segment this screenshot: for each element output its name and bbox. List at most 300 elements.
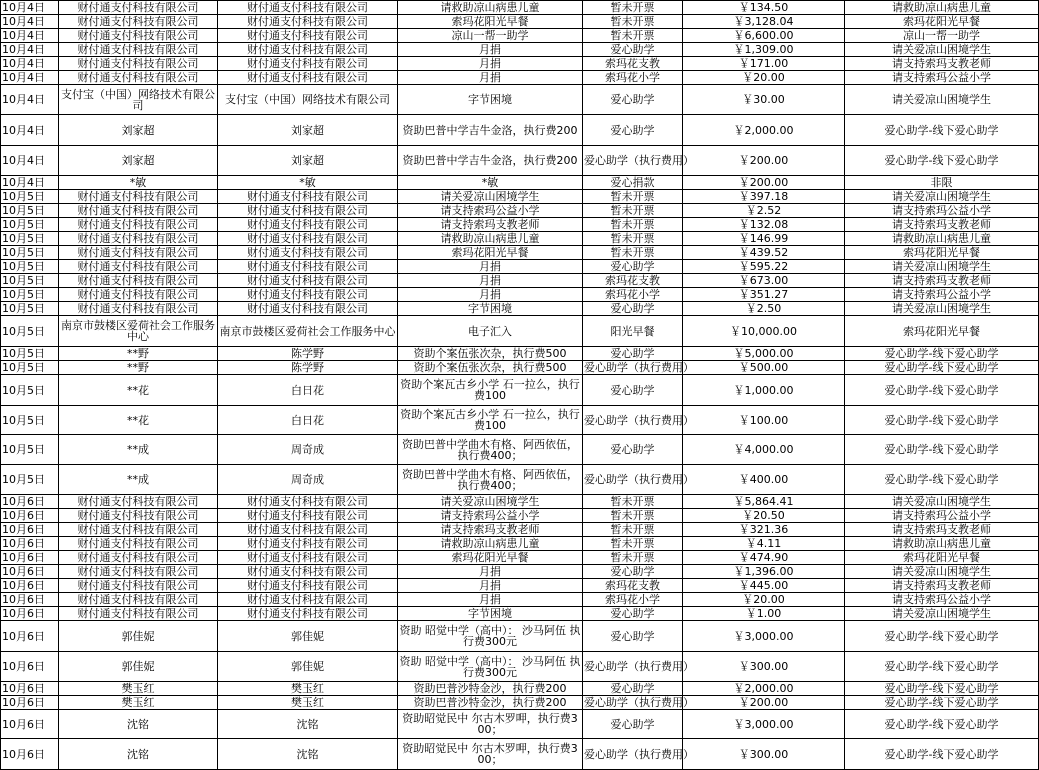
cell-category: 爱心助学（执行费用）: [583, 406, 683, 435]
cell-donor: 刘家超: [59, 115, 218, 146]
cell-project: 索玛花阳光早餐: [845, 246, 1039, 260]
cell-amount: ￥134.50: [683, 1, 845, 15]
cell-payer: 周奇成: [218, 435, 398, 465]
cell-payer: 财付通支付科技有限公司: [218, 565, 398, 579]
cell-amount: ￥20.50: [683, 509, 845, 523]
cell-payer: 财付通支付科技有限公司: [218, 57, 398, 71]
table-row: [1, 260, 1039, 274]
cell-purpose: 月捐: [398, 565, 583, 579]
cell-project: 请支持索玛公益小学: [845, 204, 1039, 218]
cell-purpose: 索玛花阳光早餐: [398, 551, 583, 565]
cell-donor: 支付宝（中国）网络技术有限公司: [59, 85, 218, 115]
cell-category: 爱心助学: [583, 435, 683, 465]
cell-amount: ￥351.27: [683, 288, 845, 302]
cell-date: 10月4日: [1, 146, 59, 176]
cell-category: 爱心助学: [583, 260, 683, 274]
cell-donor: 财付通支付科技有限公司: [59, 1, 218, 15]
cell-project: 请关爱凉山困境学生: [845, 43, 1039, 57]
cell-donor: 财付通支付科技有限公司: [59, 232, 218, 246]
table-row: [1, 288, 1039, 302]
cell-category: 爱心助学（执行费用）: [583, 739, 683, 770]
cell-project: 请支持索玛公益小学: [845, 593, 1039, 607]
cell-amount: ￥2.52: [683, 204, 845, 218]
cell-project: 请关爱凉山困境学生: [845, 565, 1039, 579]
cell-amount: ￥171.00: [683, 57, 845, 71]
cell-date: 10月5日: [1, 288, 59, 302]
table-row: [1, 316, 1039, 347]
table-row: [1, 509, 1039, 523]
cell-payer: 刘家超: [218, 115, 398, 146]
cell-category: 爱心助学（执行费用）: [584, 696, 694, 709]
cell-payer: 财付通支付科技有限公司: [218, 260, 398, 274]
cell-date: 10月6日: [1, 509, 59, 523]
cell-date: 10月6日: [1, 710, 59, 739]
cell-date: 10月4日: [1, 176, 59, 190]
cell-donor: 樊玉红: [59, 682, 218, 696]
cell-date: 10月4日: [1, 71, 59, 85]
cell-donor: **野: [59, 361, 218, 375]
cell-amount: ￥200.00: [683, 696, 845, 710]
table-row: [1, 537, 1039, 551]
cell-date: 10月6日: [1, 579, 59, 593]
cell-category: 爱心助学: [583, 682, 683, 696]
cell-project: 索玛花阳光早餐: [845, 316, 1039, 347]
cell-payer: 沈铭: [218, 739, 398, 770]
table-row: [1, 274, 1039, 288]
table-row: [1, 71, 1039, 85]
cell-date: 10月4日: [1, 1, 59, 15]
cell-category: 爱心助学: [583, 115, 683, 146]
table-row: [1, 146, 1039, 176]
cell-payer: 财付通支付科技有限公司: [218, 302, 398, 316]
cell-amount: ￥300.00: [683, 652, 845, 682]
cell-donor: 郭佳妮: [59, 621, 218, 652]
cell-project: 请支持索玛公益小学: [845, 509, 1039, 523]
cell-date: 10月6日: [1, 621, 59, 652]
cell-purpose: 月捐: [398, 274, 583, 288]
table-row: [1, 621, 1039, 652]
cell-date: 10月5日: [1, 232, 59, 246]
cell-date: 10月5日: [1, 204, 59, 218]
cell-project: 请支持索玛公益小学: [845, 71, 1039, 85]
cell-donor: 财付通支付科技有限公司: [59, 593, 218, 607]
cell-purpose: 索玛花阳光早餐: [398, 246, 583, 260]
cell-purpose: 字节困境: [398, 607, 583, 621]
cell-project: 请支持索玛支教老师: [845, 274, 1039, 288]
table-row: [1, 43, 1039, 57]
cell-project: 请关爱凉山困境学生: [845, 190, 1039, 204]
cell-amount: ￥5,864.41: [683, 495, 845, 509]
cell-donor: **成: [59, 435, 218, 465]
cell-date: 10月5日: [1, 361, 59, 375]
cell-payer: 郭佳妮: [218, 621, 398, 652]
cell-purpose: 请关爱凉山困境学生: [398, 495, 583, 509]
cell-project: 请救助凉山病患儿童: [845, 232, 1039, 246]
cell-category: 爱心助学: [583, 43, 683, 57]
cell-payer: 财付通支付科技有限公司: [218, 495, 398, 509]
cell-purpose: 资助巴普沙特金沙，执行费200: [398, 682, 583, 696]
cell-date: 10月5日: [1, 375, 59, 406]
cell-category: 爱心助学（执行费用）: [583, 146, 683, 176]
cell-amount: ￥300.00: [683, 739, 845, 770]
cell-project: 爱心助学-线下爱心助学: [845, 465, 1039, 495]
cell-amount: ￥445.00: [683, 579, 845, 593]
cell-date: 10月6日: [1, 607, 59, 621]
cell-amount: ￥673.00: [683, 274, 845, 288]
table-row: [1, 375, 1039, 406]
cell-date: 10月6日: [1, 739, 59, 770]
cell-category: 暂未开票: [583, 537, 683, 551]
cell-project: 非限: [845, 176, 1039, 190]
cell-project: 索玛花阳光早餐: [845, 15, 1039, 29]
cell-donor: 财付通支付科技有限公司: [59, 29, 218, 43]
cell-date: 10月4日: [1, 115, 59, 146]
cell-amount: ￥595.22: [683, 260, 845, 274]
cell-purpose: 资助巴普中学吉牛金洛，执行费200: [398, 115, 583, 146]
cell-date: 10月5日: [1, 218, 59, 232]
cell-amount: ￥397.18: [683, 190, 845, 204]
table-row: [1, 739, 1039, 770]
cell-donor: 财付通支付科技有限公司: [59, 302, 218, 316]
cell-category: 暂未开票: [583, 15, 683, 29]
cell-date: 10月4日: [1, 15, 59, 29]
cell-date: 10月5日: [1, 316, 59, 347]
cell-project: 凉山一帮一助学: [845, 29, 1039, 43]
cell-category: 爱心助学（执行费用）: [583, 652, 683, 682]
cell-category: 阳光早餐: [583, 316, 683, 347]
table-row: [1, 57, 1039, 71]
cell-date: 10月5日: [1, 406, 59, 435]
cell-date: 10月6日: [1, 652, 59, 682]
cell-payer: 财付通支付科技有限公司: [218, 509, 398, 523]
cell-category: 暂未开票: [583, 218, 683, 232]
cell-purpose: 请支持索玛支教老师: [398, 218, 583, 232]
cell-project: 请关爱凉山困境学生: [845, 85, 1039, 115]
cell-project: 爱心助学-线下爱心助学: [845, 682, 1039, 696]
cell-donor: 沈铭: [59, 710, 218, 739]
cell-purpose: 资助 昭觉中学（高中）： 沙马阿伍 执行费300元: [398, 621, 583, 652]
cell-project: 请关爱凉山困境学生: [845, 302, 1039, 316]
cell-category: 索玛花支教: [583, 579, 683, 593]
ledger-body: [1, 1, 1039, 770]
cell-purpose: 月捐: [398, 288, 583, 302]
table-row: [1, 347, 1039, 361]
cell-donor: 财付通支付科技有限公司: [59, 218, 218, 232]
cell-purpose: 字节困境: [398, 85, 583, 115]
cell-category: 暂未开票: [583, 204, 683, 218]
cell-donor: 刘家超: [59, 146, 218, 176]
cell-donor: 财付通支付科技有限公司: [59, 57, 218, 71]
cell-date: 10月5日: [1, 260, 59, 274]
cell-date: 10月5日: [1, 246, 59, 260]
cell-project: 爱心助学-线下爱心助学: [845, 739, 1039, 770]
cell-amount: ￥2,000.00: [683, 115, 845, 146]
cell-donor: 樊玉红: [59, 696, 218, 710]
cell-amount: ￥1,000.00: [683, 375, 845, 406]
cell-amount: ￥146.99: [683, 232, 845, 246]
cell-payer: 财付通支付科技有限公司: [218, 246, 398, 260]
cell-category: 索玛花小学: [583, 71, 683, 85]
cell-donor: **成: [59, 465, 218, 495]
cell-category: 暂未开票: [583, 523, 683, 537]
cell-amount: ￥1,396.00: [683, 565, 845, 579]
cell-amount: ￥2,000.00: [683, 682, 845, 696]
cell-payer: 郭佳妮: [218, 652, 398, 682]
cell-donor: 财付通支付科技有限公司: [59, 607, 218, 621]
cell-amount: ￥321.36: [683, 523, 845, 537]
cell-date: 10月6日: [1, 495, 59, 509]
cell-payer: 刘家超: [218, 146, 398, 176]
cell-amount: ￥2.50: [683, 302, 845, 316]
cell-purpose: 资助个案伍张次杂，执行费500: [398, 361, 583, 375]
cell-donor: 财付通支付科技有限公司: [59, 565, 218, 579]
cell-donor: 财付通支付科技有限公司: [59, 509, 218, 523]
cell-category: 爱心助学: [583, 302, 683, 316]
cell-donor: 财付通支付科技有限公司: [59, 579, 218, 593]
cell-purpose: 月捐: [398, 593, 583, 607]
cell-payer: 财付通支付科技有限公司: [218, 204, 398, 218]
table-row: [1, 565, 1039, 579]
cell-purpose: 月捐: [398, 71, 583, 85]
cell-amount: ￥3,128.04: [683, 15, 845, 29]
table-row: [1, 696, 1039, 710]
cell-purpose: 月捐: [398, 57, 583, 71]
cell-date: 10月5日: [1, 465, 59, 495]
cell-donor: 财付通支付科技有限公司: [59, 204, 218, 218]
cell-donor: 财付通支付科技有限公司: [59, 537, 218, 551]
cell-amount: ￥1.00: [683, 607, 845, 621]
cell-purpose: 月捐: [398, 579, 583, 593]
cell-payer: 沈铭: [218, 710, 398, 739]
table-row: [1, 204, 1039, 218]
cell-donor: **野: [59, 347, 218, 361]
cell-purpose: *敏: [398, 176, 583, 190]
cell-amount: ￥474.90: [683, 551, 845, 565]
cell-project: 爱心助学-线下爱心助学: [845, 146, 1039, 176]
cell-project: 请支持索玛支教老师: [845, 579, 1039, 593]
cell-purpose: 月捐: [398, 43, 583, 57]
cell-project: 爱心助学-线下爱心助学: [845, 347, 1039, 361]
cell-purpose: 资助巴普沙特金沙，执行费200: [398, 696, 583, 710]
cell-date: 10月5日: [1, 274, 59, 288]
table-row: [1, 85, 1039, 115]
cell-amount: ￥10,000.00: [683, 316, 845, 347]
cell-donor: **花: [59, 375, 218, 406]
cell-amount: ￥30.00: [683, 85, 845, 115]
cell-payer: 财付通支付科技有限公司: [218, 579, 398, 593]
cell-project: 爱心助学-线下爱心助学: [845, 435, 1039, 465]
table-row: [1, 406, 1039, 435]
cell-date: 10月5日: [1, 302, 59, 316]
cell-category: 爱心助学（执行费用）: [583, 465, 683, 495]
cell-purpose: 请关爱凉山困境学生: [398, 190, 583, 204]
cell-project: 请支持索玛支教老师: [845, 218, 1039, 232]
cell-donor: 财付通支付科技有限公司: [59, 190, 218, 204]
cell-purpose: 字节困境: [398, 302, 583, 316]
cell-payer: 财付通支付科技有限公司: [218, 537, 398, 551]
cell-payer: 陈学野: [218, 347, 398, 361]
cell-category: 暂未开票: [583, 1, 683, 15]
cell-date: 10月6日: [1, 523, 59, 537]
cell-project: 请救助凉山病患儿童: [845, 537, 1039, 551]
cell-donor: 财付通支付科技有限公司: [59, 71, 218, 85]
cell-date: 10月4日: [1, 43, 59, 57]
table-row: [1, 302, 1039, 316]
cell-category: 索玛花小学: [583, 288, 683, 302]
cell-category: 爱心助学: [583, 85, 683, 115]
cell-project: 请支持索玛公益小学: [845, 288, 1039, 302]
cell-payer: 财付通支付科技有限公司: [218, 71, 398, 85]
cell-donor: 财付通支付科技有限公司: [59, 15, 218, 29]
cell-purpose: 请支持索玛公益小学: [398, 509, 583, 523]
cell-amount: ￥1,309.00: [683, 43, 845, 57]
cell-project: 请救助凉山病患儿童: [845, 1, 1039, 15]
cell-project: 请支持索玛支教老师: [845, 57, 1039, 71]
cell-amount: ￥100.00: [683, 406, 845, 435]
cell-project: 爱心助学-线下爱心助学: [845, 375, 1039, 406]
cell-donor: 财付通支付科技有限公司: [59, 43, 218, 57]
cell-amount: ￥500.00: [683, 361, 845, 375]
cell-donor: 财付通支付科技有限公司: [59, 260, 218, 274]
cell-payer: *敏: [218, 176, 398, 190]
cell-purpose: 电子汇入: [398, 316, 583, 347]
table-row: [1, 551, 1039, 565]
cell-category: 暂未开票: [583, 232, 683, 246]
cell-date: 10月4日: [1, 57, 59, 71]
cell-purpose: 资助个案瓦古乡小学 石一拉么，执行费100: [398, 406, 583, 435]
cell-payer: 财付通支付科技有限公司: [218, 607, 398, 621]
table-row: [1, 465, 1039, 495]
table-row: [1, 246, 1039, 260]
cell-category: 索玛花小学: [583, 593, 683, 607]
cell-payer: 财付通支付科技有限公司: [218, 15, 398, 29]
cell-amount: ￥439.52: [683, 246, 845, 260]
cell-purpose: 资助巴普中学曲木有格、阿西依伍，执行费400；: [398, 435, 583, 465]
cell-donor: 财付通支付科技有限公司: [59, 551, 218, 565]
cell-date: 10月6日: [1, 537, 59, 551]
table-row: [1, 29, 1039, 43]
cell-payer: 周奇成: [218, 465, 398, 495]
cell-amount: ￥4,000.00: [683, 435, 845, 465]
cell-category: 爱心助学: [583, 375, 683, 406]
cell-donor: *敏: [59, 176, 218, 190]
cell-donor: 财付通支付科技有限公司: [59, 288, 218, 302]
cell-date: 10月5日: [1, 435, 59, 465]
cell-donor: 财付通支付科技有限公司: [59, 246, 218, 260]
table-row: [1, 710, 1039, 739]
cell-category: 索玛花支教: [583, 274, 683, 288]
cell-project: 请关爱凉山困境学生: [845, 607, 1039, 621]
table-row: [1, 523, 1039, 537]
cell-project: 请支持索玛支教老师: [845, 523, 1039, 537]
cell-project: 爱心助学-线下爱心助学: [845, 652, 1039, 682]
cell-payer: 支付宝（中国）网络技术有限公司: [218, 85, 398, 115]
cell-donor: 南京市鼓楼区爱荷社会工作服务中心: [59, 316, 218, 347]
cell-purpose: 请救助凉山病患儿童: [398, 1, 583, 15]
cell-payer: 财付通支付科技有限公司: [218, 274, 398, 288]
cell-project: 索玛花阳光早餐: [845, 551, 1039, 565]
cell-donor: 沈铭: [59, 739, 218, 770]
cell-date: 10月5日: [1, 347, 59, 361]
cell-category: 暂未开票: [583, 246, 683, 260]
cell-date: 10月4日: [1, 29, 59, 43]
cell-payer: 财付通支付科技有限公司: [218, 232, 398, 246]
cell-payer: 财付通支付科技有限公司: [218, 593, 398, 607]
cell-category: 爱心助学: [583, 710, 683, 739]
cell-payer: 南京市鼓楼区爱荷社会工作服务中心: [218, 316, 398, 347]
cell-project: 请关爱凉山困境学生: [845, 495, 1039, 509]
cell-purpose: 资助巴普中学吉牛金洛，执行费200: [398, 146, 583, 176]
cell-purpose: 请支持索玛公益小学: [398, 204, 583, 218]
cell-date: 10月5日: [1, 190, 59, 204]
table-row: [1, 115, 1039, 146]
cell-amount: ￥3,000.00: [683, 621, 845, 652]
cell-project: 爱心助学-线下爱心助学: [845, 621, 1039, 652]
cell-date: 10月6日: [1, 682, 59, 696]
cell-category: 爱心助学（执行费用）: [584, 361, 694, 374]
cell-category: 暂未开票: [583, 509, 683, 523]
table-row: [1, 652, 1039, 682]
cell-amount: ￥3,000.00: [683, 710, 845, 739]
table-row: [1, 176, 1039, 190]
cell-category: 索玛花支教: [583, 57, 683, 71]
table-row: [1, 682, 1039, 696]
cell-category: 爱心助学: [583, 621, 683, 652]
cell-payer: 樊玉红: [218, 682, 398, 696]
cell-project: 爱心助学-线下爱心助学: [845, 696, 1039, 710]
cell-project: 爱心助学-线下爱心助学: [845, 710, 1039, 739]
cell-purpose: 请救助凉山病患儿童: [398, 232, 583, 246]
table-row: [1, 190, 1039, 204]
table-row: [1, 593, 1039, 607]
table-row: [1, 218, 1039, 232]
cell-project: 爱心助学-线下爱心助学: [845, 361, 1039, 375]
cell-amount: ￥132.08: [683, 218, 845, 232]
cell-amount: ￥200.00: [683, 146, 845, 176]
cell-category: 暂未开票: [583, 190, 683, 204]
cell-amount: ￥6,600.00: [683, 29, 845, 43]
table-row: [1, 607, 1039, 621]
cell-amount: ￥5,000.00: [683, 347, 845, 361]
cell-category: 暂未开票: [583, 551, 683, 565]
cell-date: 10月6日: [1, 696, 59, 710]
cell-payer: 白日花: [218, 406, 398, 435]
cell-category: 爱心助学: [583, 347, 683, 361]
cell-donor: 财付通支付科技有限公司: [59, 523, 218, 537]
cell-date: 10月6日: [1, 551, 59, 565]
cell-amount: ￥20.00: [683, 593, 845, 607]
cell-purpose: 资助昭觉民中 尔古木罗呷，执行费300；: [398, 710, 583, 739]
cell-payer: 白日花: [218, 375, 398, 406]
cell-date: 10月6日: [1, 593, 59, 607]
cell-payer: 财付通支付科技有限公司: [218, 523, 398, 537]
table-row: [1, 232, 1039, 246]
cell-project: 请关爱凉山困境学生: [845, 260, 1039, 274]
cell-category: 暂未开票: [583, 29, 683, 43]
cell-payer: 财付通支付科技有限公司: [218, 288, 398, 302]
cell-project: 爱心助学-线下爱心助学: [845, 115, 1039, 146]
cell-purpose: 资助个案瓦古乡小学 石一拉么，执行费100: [398, 375, 583, 406]
cell-payer: 樊玉红: [218, 696, 398, 710]
cell-purpose: 资助个案伍张次杂，执行费500: [398, 347, 583, 361]
table-row: [1, 15, 1039, 29]
cell-purpose: 请救助凉山病患儿童: [398, 537, 583, 551]
cell-donor: 财付通支付科技有限公司: [59, 495, 218, 509]
cell-donor: **花: [59, 406, 218, 435]
cell-purpose: 资助昭觉民中 尔古木罗呷，执行费300；: [398, 739, 583, 770]
cell-date: 10月4日: [1, 85, 59, 115]
cell-purpose: 索玛花阳光早餐: [398, 15, 583, 29]
